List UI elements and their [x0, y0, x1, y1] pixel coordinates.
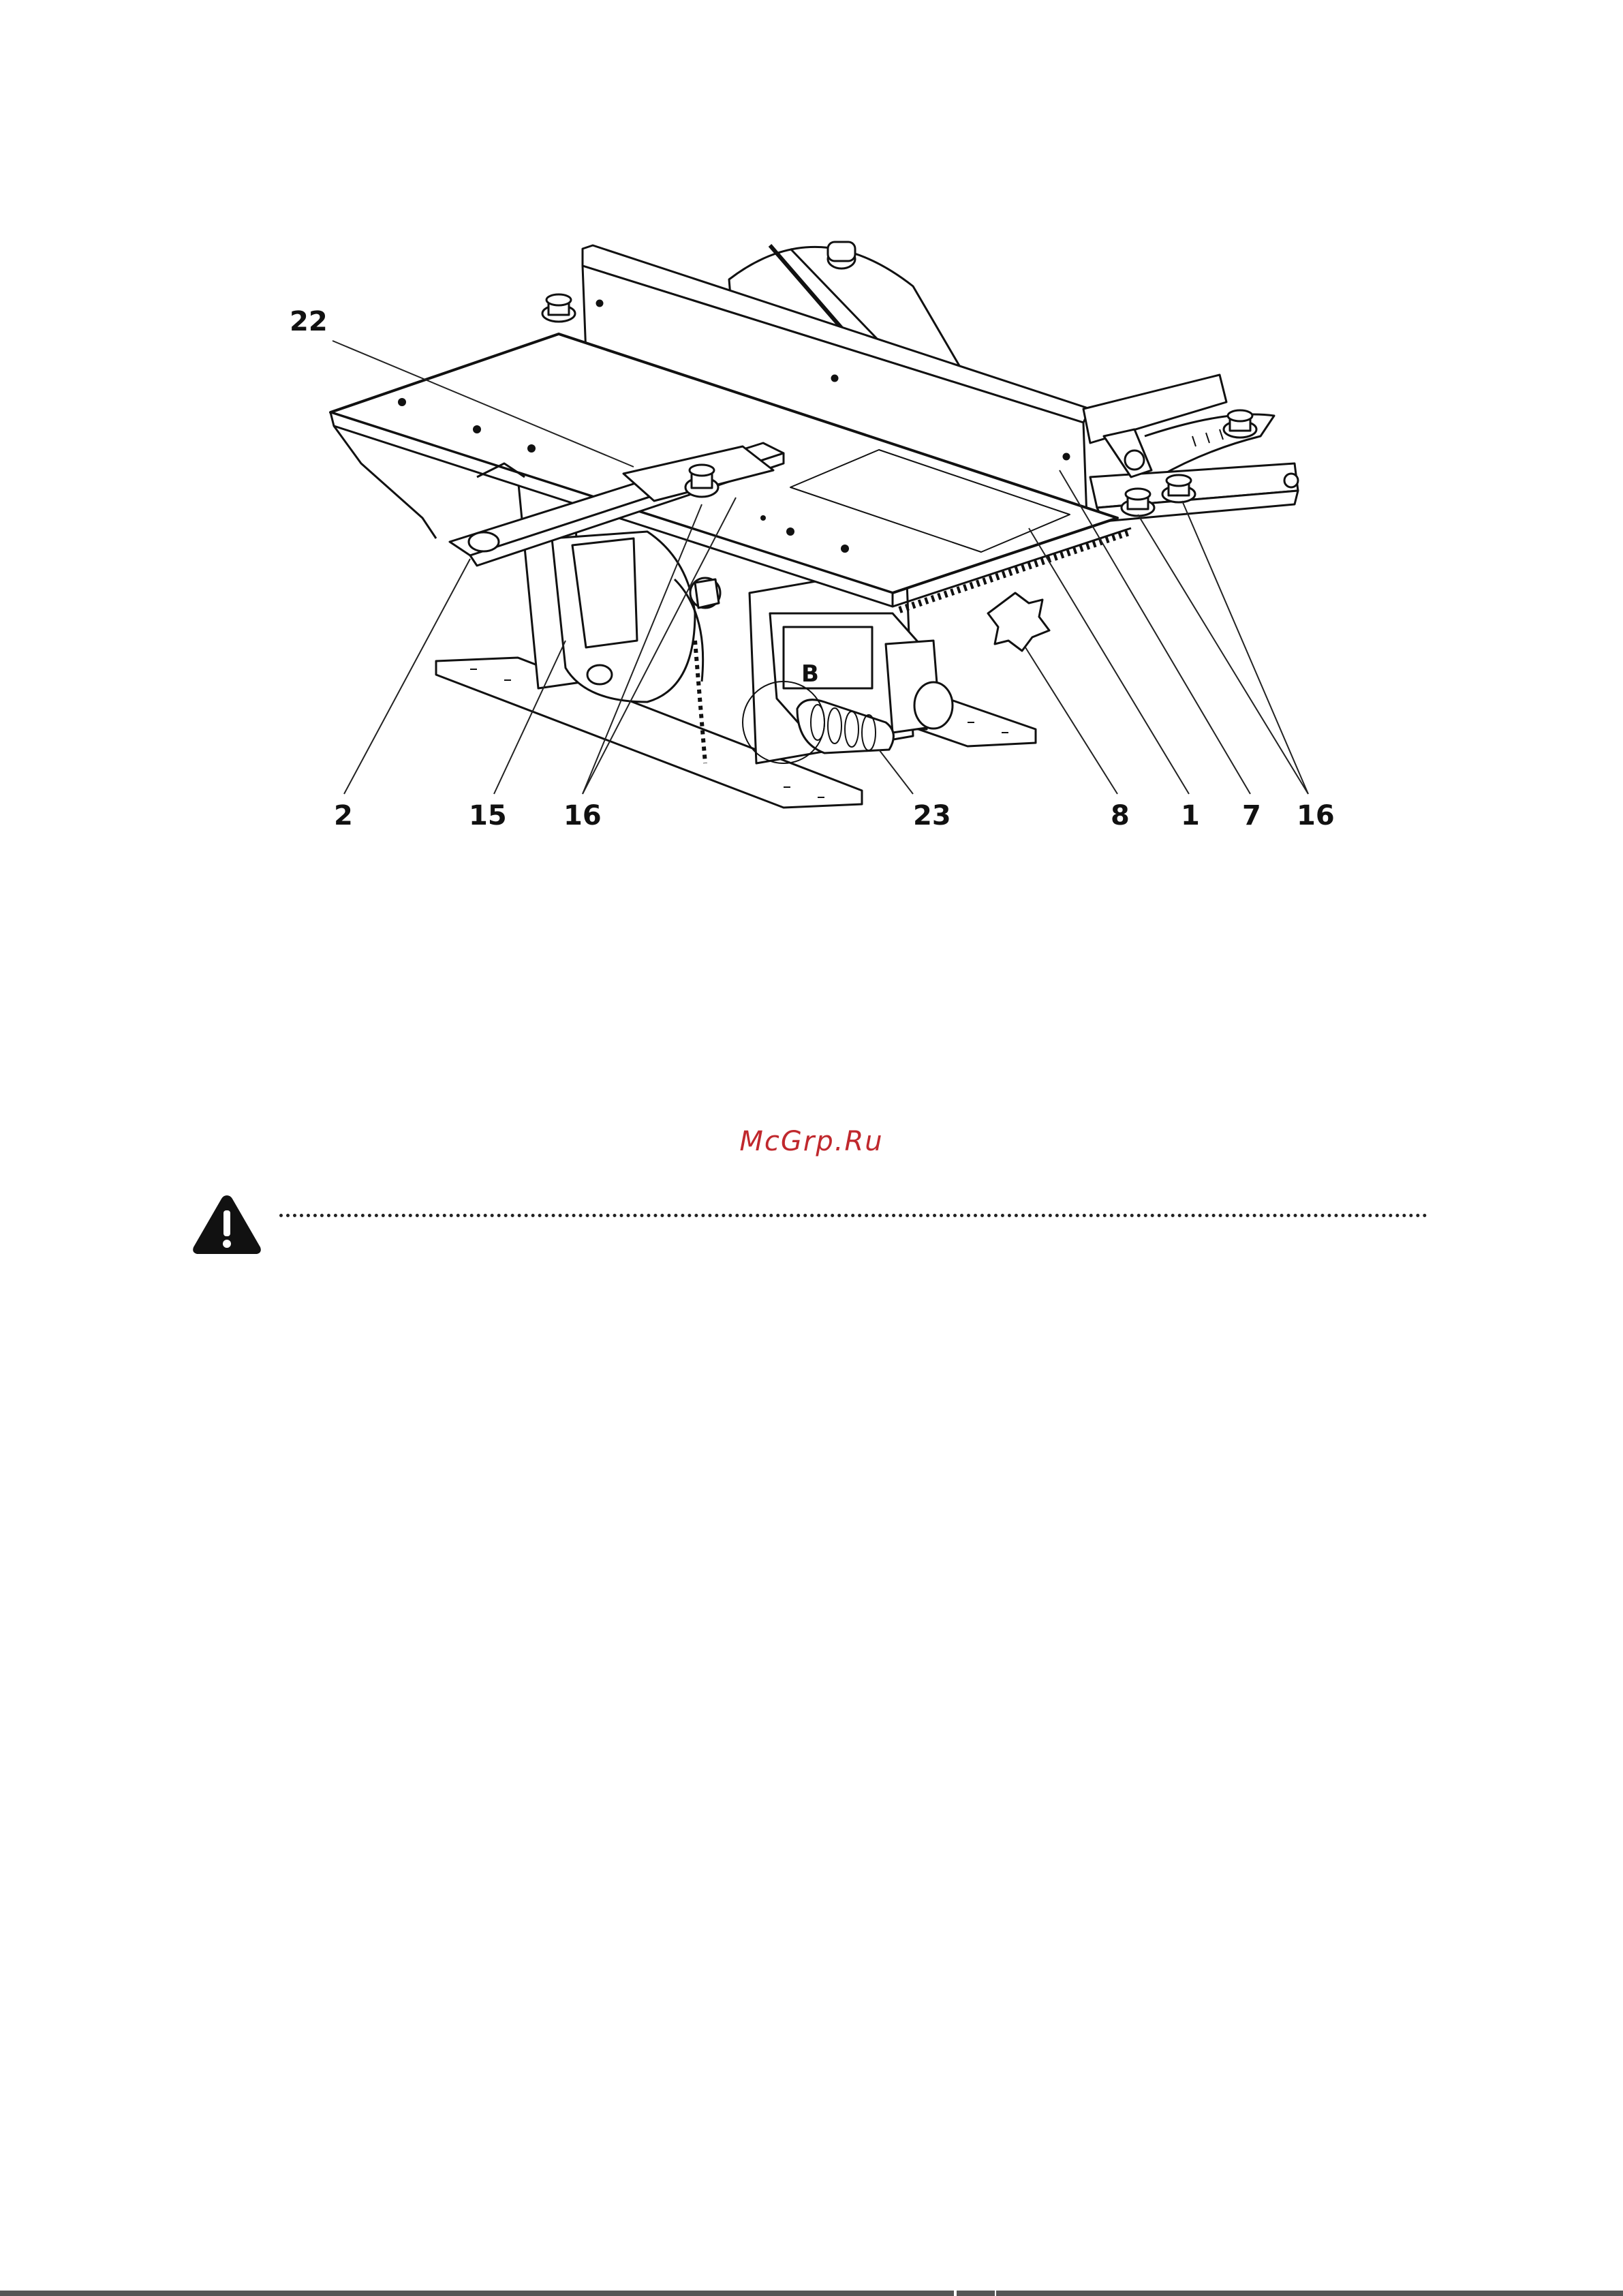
saw-drawing — [330, 242, 1298, 808]
star-knob-8 — [988, 593, 1049, 651]
watermark: McGrp.Ru — [739, 1126, 884, 1157]
page-bottom-rule — [0, 2291, 1623, 2296]
callout-7: 7 — [1242, 800, 1261, 831]
warning-triangle-icon — [191, 1193, 263, 1257]
callout-2: 2 — [334, 800, 353, 831]
callout-16-left: 16 — [563, 800, 602, 831]
inset-letter-b: B — [801, 660, 819, 688]
callout-22: 22 — [290, 306, 328, 337]
callout-23: 23 — [913, 800, 951, 831]
callout-1: 1 — [1181, 800, 1200, 831]
callout-16-right: 16 — [1297, 800, 1335, 831]
callout-15: 15 — [469, 800, 507, 831]
callout-8: 8 — [1111, 800, 1130, 831]
knob-16-left — [685, 465, 718, 497]
warning-dotted-rule — [279, 1214, 1427, 1217]
table-saw-figure — [0, 0, 1623, 886]
